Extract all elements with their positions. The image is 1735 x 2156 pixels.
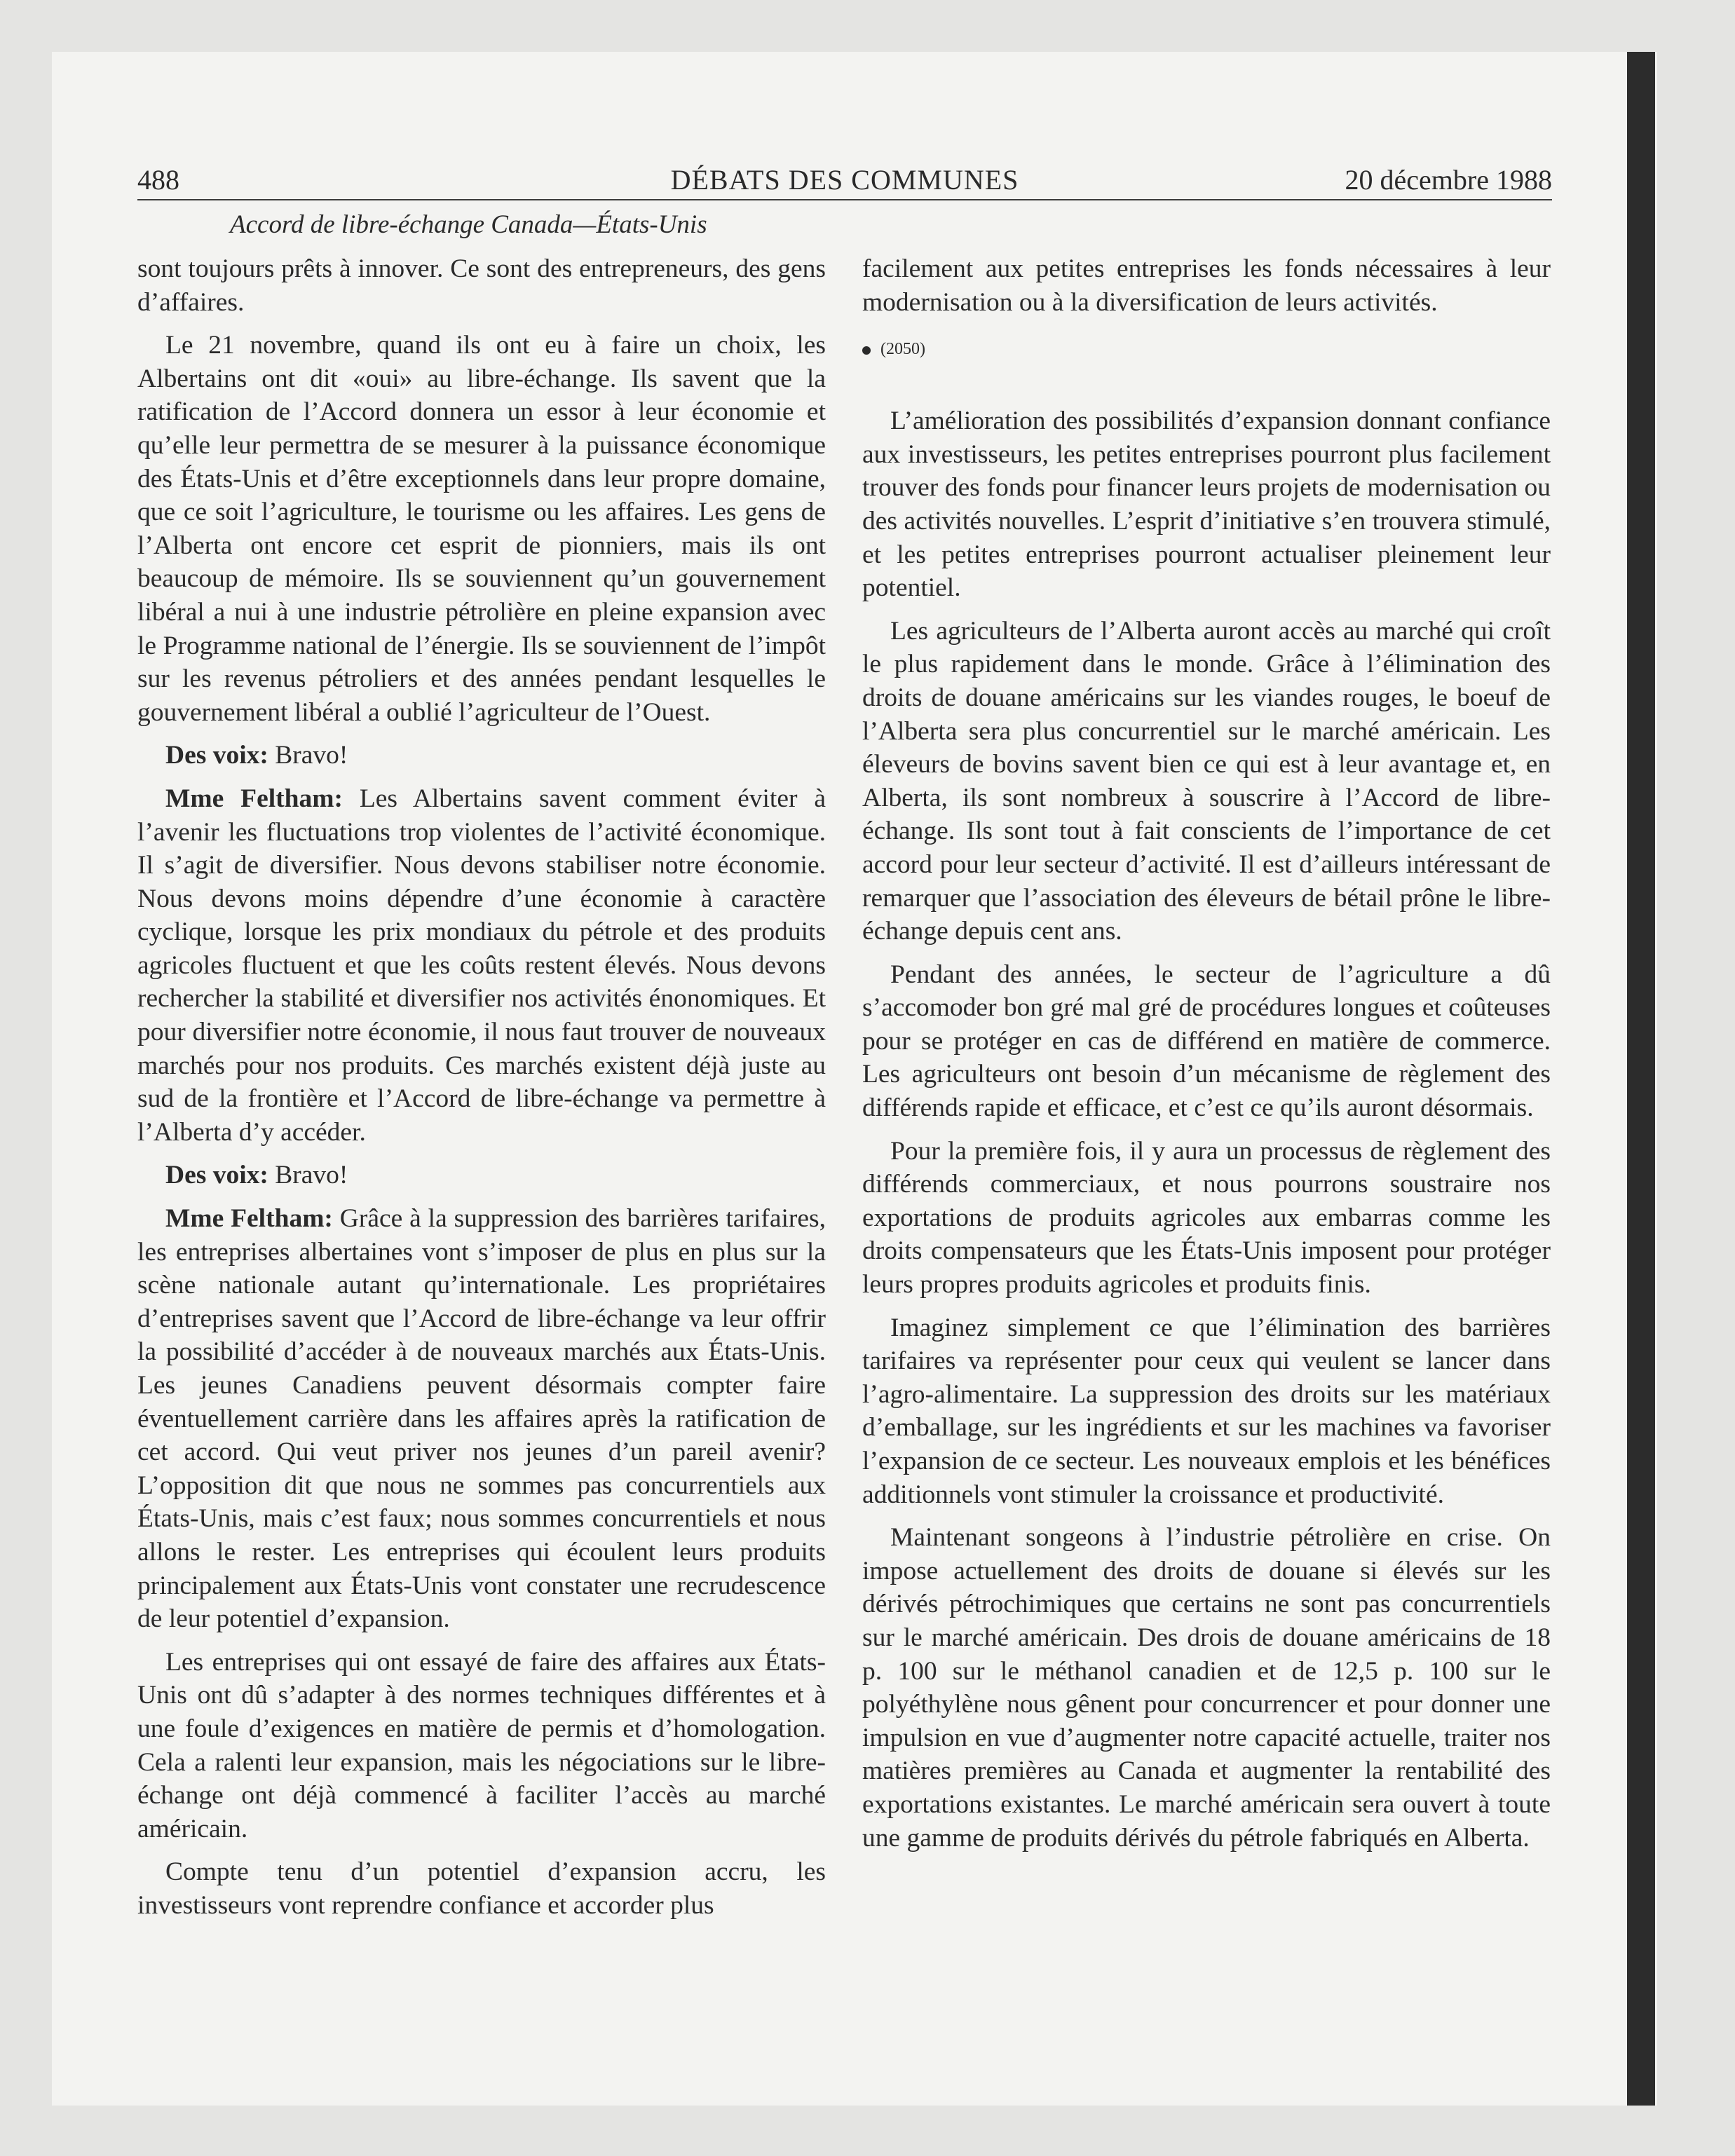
paragraph: Pour la première fois, il y aura un processus de règlement des différends commerciaux, et nous pourrons soustraire nos exportations de produits agricoles aux embarras comme les droits compensateurs que les États-Unis imposent pour protéger leurs propres produits agricoles et produits finis. [862,1136,1551,1299]
header-rule [137,199,1552,200]
paragraph: Le 21 novembre, quand ils ont eu à faire un choix, les Albertains ont dit «oui» au libre-échange. Ils savent que la ratification de l’Accord donnera un essor à leur économie et qu’elle leur permettra de se mesurer à la puissance économique des États-Unis et d’être exceptionnels dans leur propre domaine, que ce soit l’agriculture, le tourisme ou les affaires. Les gens de l’Alberta ont encore cet esprit de pionniers, mais ils ont beaucoup de mémoire. Ils se souviennent qu’un gouvernement libéral a nui à une industrie pétrolière en pleine expansion avec le Programme national de l’énergie. Ils se souviennent de l’impôt sur les revenus pétroliers et des années pendant lesquelles le gouvernement libéral a oublié l’agriculteur de l’Ouest. [137,331,826,727]
paragraph: Maintenant songeons à l’industrie pétrolière en crise. On impose actuellement des droits de douane si élevés sur les dérivés pétrochimiques que certains ne sont pas concurrentiels sur le marché américain. Des drois de douane américains de 18 p. 100 sur le méthanol canadien et de 12,5 p. 100 sur le polyéthylène nous gênent pour concurrencer et pour donner une impulsion en vue d’augmenter notre capacité actuelle, traiter nos matières premières au Canada et augmenter la rentabilité des exportations existantes. Le marché américain sera ouvert à toute une gamme de produits dérivés du pétrole fabriqués en Alberta. [862,1523,1551,1853]
paragraph: facilement aux petites entreprises les fonds nécessaires à leur modernisation ou à la diversification de leurs activités. [862,254,1551,317]
page-header [137,161,1552,199]
publication-title: DÉBATS DES COMMUNES [670,164,1019,196]
paragraph: Pendant des années, le secteur de l’agriculture a dû s’accomoder bon gré mal gré de procédures longues et coûteuses pour se protéger en cas de différend en matière de commerce. Les agriculteurs ont besoin d’un mécanisme de règlement des différends rapide et efficace, et c’est ce qu’ils auront désormais. [862,960,1551,1123]
issue-date: 20 décembre 1988 [1345,164,1552,196]
paragraph: Mme Feltham: Grâce à la suppression des barrières tarifaires, les entreprises albertaines vont s’imposer de plus en plus sur la scène nationale autant qu’internationale. Les propriétaires d’entreprises savent que l’Accord de libre-échange va leur offrir la possibilité d’accéder à de nouveaux marchés aux États-Unis. Les jeunes Canadiens peuvent désormais compter faire éventuellement carrière dans les affaires après la ratification de cet accord. Qui veut priver nos jeunes d’un pareil avenir? L’opposition dit que nous ne sommes pas concurrentiels aux États-Unis, mais c’est faux; nous sommes concurrentiels et nous allons le rester. Les entreprises qui écoulent leurs produits principalement aux États-Unis vont constater une recrudescence de leur potentiel d’expansion. [137,1204,826,1634]
bullet-icon [862,346,871,355]
paragraph: Compte tenu d’un potentiel d’expansion accru, les investisseurs vont reprendre confiance et accorder plus [137,1857,826,1920]
paragraph: Les agriculteurs de l’Alberta auront accès au marché qui croît le plus rapidement dans le monde. Grâce à l’élimination des droits de douane américains sur les viandes rouges, le boeuf de l’Alberta sera plus concurrentiel sur le marché américain. Les éleveurs de bovins savent bien ce qui est à leur avantage et, en Alberta, ils sont nombreux à souscrire à l’Accord de libre-échange. Ils sont tout à fait conscients de l’importance de cet accord pour leur secteur d’activité. Il est d’ailleurs intéressant de remarquer que l’association des éleveurs de bétail prône le libre-échange depuis cent ans. [862,616,1551,946]
paragraph: Des voix: Bravo! [165,1161,348,1190]
paragraph: L’amélioration des possibilités d’expansion donnant confiance aux investisseurs, les petites entreprises pourront plus facilement trouver des fonds pour financer leurs projets de modernisation ou des activités nouvelles. L’esprit d’initiative s’en trouvera stimulé, et les petites entreprises pourront actualiser pleinement leur potentiel. [862,407,1551,603]
paragraph: Les entreprises qui ont essayé de faire des affaires aux États-Unis ont dû s’adapter à des normes techniques différentes et à une foule d’exigences en matière de permis et d’homologation. Cela a ralenti leur expansion, mais les négociations sur le libre-échange ont déjà commencé à faciliter l’accès au marché américain. [137,1647,826,1843]
page-number: 488 [137,164,179,196]
paragraph: Imaginez simplement ce que l’élimination des barrières tarifaires va représenter pour ceux qui veulent se lancer dans l’agro-alimentaire. La suppression des droits sur les matériaux d’emballage, sur les ingrédients et sur les machines va favoriser l’expansion de ce secteur. Les nouveaux emplois et les bénéfices additionnels vont stimuler la croissance et productivité. [862,1313,1551,1509]
speaker-name: Des voix: [165,741,268,770]
right-column [862,252,1551,1864]
left-column [137,252,826,1932]
speaker-name: Mme Feltham: [165,784,343,813]
scan-edge-bar [1627,52,1655,2106]
paragraph: sont toujours prêts à innover. Ce sont des entrepreneurs, des gens d’affaires. [137,254,826,317]
section-subtitle: Accord de libre-échange Canada—États-Unis [230,210,707,239]
speaker-name: Des voix: [165,1161,268,1190]
paragraph: Mme Feltham: Les Albertains savent comment éviter à l’avenir les fluctuations trop violentes de l’activité économique. Il s’agit de diversifier. Nous devons stabiliser notre économie. Nous devons moins dépendre d’une économie à caractère cyclique, lorsque les prix mondiaux du pétrole et des produits agricoles fluctuent et que les coûts restent élevés. Nous devons rechercher la stabilité et diversifier nos activités énonomiques. Et pour diversifier notre économie, il nous faut trouver de nouveaux marchés pour nos produits. Ces marchés existent déjà juste au sud de la frontière et l’Accord de libre-échange va permettre à l’Alberta d’y accéder. [137,784,826,1147]
speaker-name: Mme Feltham: [165,1204,333,1234]
paragraph: Des voix: Bravo! [165,741,348,770]
time-marker: (2050) [862,339,1551,360]
